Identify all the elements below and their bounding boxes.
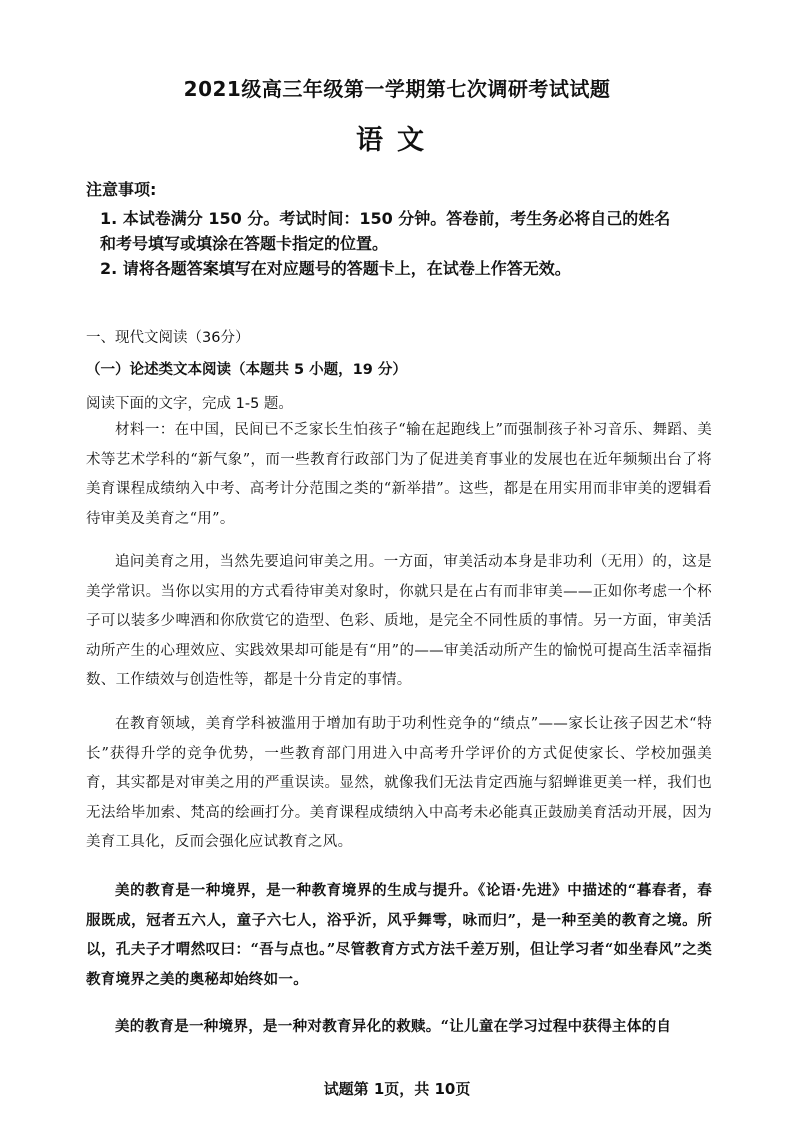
paragraph-4: 美的教育是一种境界，是一种教育境界的生成与提升。《论语·先进》中描述的“暮春者，春服既成，冠者五六人，童子六七人，浴乎沂，风乎舞雩，咏而归”，是一种至美的教育之境。所以，孔夫子才喟然叹曰：“吾与点也。”尽管教育方式方法千差万别，但让学习者“如坐春风”之类教育境界之美的奥秘却始终如一。	[86, 882, 712, 988]
section-title: 一、现代文阅读（36分）	[86, 330, 250, 346]
notice-item-1-line-1: 1. 本试卷满分 150 分。考试时间：150 分钟。答卷前，考生务必将自己的姓名	[100, 209, 671, 228]
paragraph-1: 材料一：在中国，民间已不乏家长生怕孩子“输在起跑线上”而强制孩子补习音乐、舞蹈、美术等艺术学科的“新气象”，而一些教育行政部门为了促进美育事业的发展也在近年频频出台了将美育课程成绩纳入中考、高考计分范围之类的“新举措”。这些，都是在用实用而非审美的逻辑看待审美及美育之“用”。	[86, 422, 712, 527]
paragraph-5: 美的教育是一种境界，是一种对教育异化的救赎。“让儿童在学习过程中获得主体的自	[115, 1018, 672, 1035]
subsection-title: （一）论述类文本阅读（本题共 5 小题，19 分）	[86, 362, 407, 378]
notice-item-1-line-2: 和考号填写或填涂在答题卡指定的位置。	[100, 234, 389, 253]
paragraph-3: 在教育领域，美育学科被滥用于增加有助于功利性竞争的“绩点”——家长让孩子因艺术“特长”获得升学的竞争优势，一些教育部门用进入中高考升学评价的方式促使家长、学校加强美育，其实都是对审美之用的严重误读。显然，就像我们无法肯定西施与貂蝉谁更美一样，我们也无法给毕加索、梵高的绘画打分。美育课程成绩纳入中高考未必能真正鼓励美育活动开展，因为美育工具化，反而会强化应试教育之风。	[86, 716, 712, 851]
notice-item-2: 2. 请将各题答案填写在对应题号的答题卡上，在试卷上作答无效。	[100, 259, 571, 278]
page-footer: 试题第 1页，共 10页	[323, 1080, 471, 1098]
reading-instruction: 阅读下面的文字，完成 1-5 题。	[86, 396, 293, 412]
exam-title: 2021级高三年级第一学期第七次调研考试试题	[183, 77, 611, 101]
notice-heading: 注意事项:	[86, 180, 157, 199]
paragraph-2: 追问美育之用，当然先要追问审美之用。一方面，审美活动本身是非功利（无用）的，这是美学常识。当你以实用的方式看待审美对象时，你就只是在占有而非审美——正如你考虑一个杯子可以装多少啤酒和你欣赏它的造型、色彩、质地，是完全不同性质的事情。另一方面，审美活动所产生的心理效应、实践效果却可能是有“用”的——审美活动所产生的愉悦可提高生活幸福指数、工作绩效与创造性等，都是十分肯定的事情。	[86, 554, 712, 689]
subject-title: 语文	[356, 125, 438, 156]
